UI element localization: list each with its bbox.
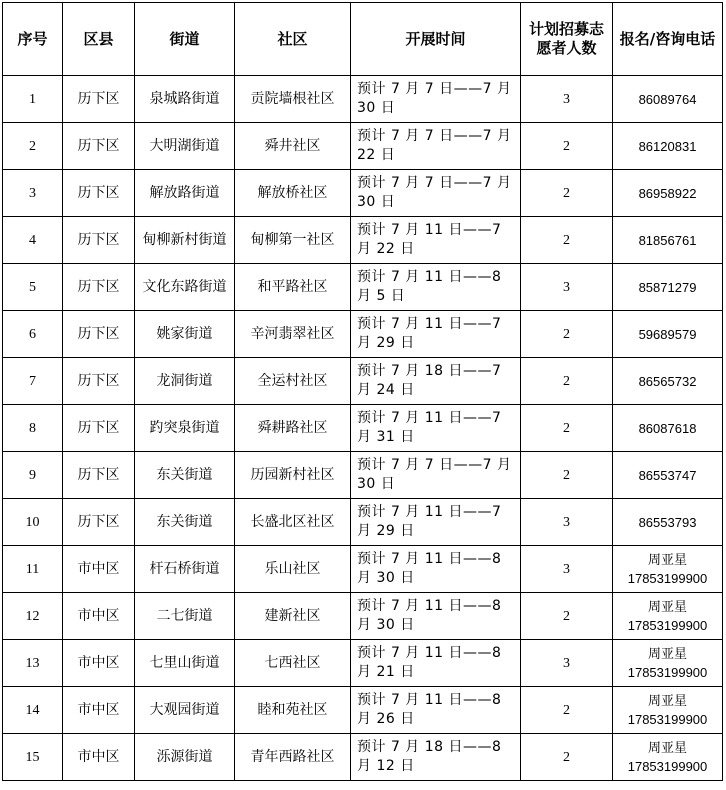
cell-community: 舜井社区 [235, 123, 351, 170]
contact-name: 周亚星 [647, 693, 687, 708]
cell-seq: 5 [3, 264, 63, 311]
cell-county: 市中区 [63, 593, 135, 640]
cell-community: 历园新村社区 [235, 452, 351, 499]
table-row [3, 499, 723, 546]
header-time: 开展时间 [351, 3, 521, 76]
cell-community: 和平路社区 [235, 264, 351, 311]
cell-plan-count: 3 [521, 76, 613, 123]
contact-name: 周亚星 [647, 552, 687, 567]
cell-plan-count: 2 [521, 217, 613, 264]
table-row [3, 687, 723, 734]
cell-time: 预计 7 月 18 日——8 月 12 日 [351, 734, 521, 781]
table-row [3, 264, 723, 311]
contact-phone: 86553747 [638, 467, 697, 483]
cell-seq: 13 [3, 640, 63, 687]
cell-plan-count: 2 [521, 452, 613, 499]
cell-county: 历下区 [63, 76, 135, 123]
cell-street: 东关街道 [135, 452, 235, 499]
cell-plan-count: 2 [521, 593, 613, 640]
contact-name: 周亚星 [647, 599, 687, 614]
contact-phone: 86120831 [638, 138, 697, 154]
cell-plan-count: 2 [521, 687, 613, 734]
cell-contact [613, 170, 723, 217]
cell-county: 市中区 [63, 546, 135, 593]
cell-time: 预计 7 月 11 日——7 月 29 日 [351, 311, 521, 358]
cell-time: 预计 7 月 11 日——8 月 26 日 [351, 687, 521, 734]
cell-county: 历下区 [63, 311, 135, 358]
cell-community: 舜耕路社区 [235, 405, 351, 452]
table-row [3, 546, 723, 593]
header-county: 区县 [63, 3, 135, 76]
contact-phone: 59689579 [638, 326, 697, 342]
volunteer-recruitment-table [2, 2, 723, 781]
cell-seq: 1 [3, 76, 63, 123]
table-row [3, 170, 723, 217]
cell-community: 全运村社区 [235, 358, 351, 405]
table-row [3, 358, 723, 405]
cell-plan-count: 3 [521, 640, 613, 687]
cell-county: 历下区 [63, 452, 135, 499]
contact-phone: 86958922 [638, 185, 697, 201]
cell-community: 乐山社区 [235, 546, 351, 593]
cell-time: 预计 7 月 11 日——7 月 31 日 [351, 405, 521, 452]
cell-county: 市中区 [63, 640, 135, 687]
cell-contact [613, 264, 723, 311]
cell-street: 姚家街道 [135, 311, 235, 358]
cell-county: 历下区 [63, 217, 135, 264]
cell-community: 七西社区 [235, 640, 351, 687]
cell-plan-count: 2 [521, 123, 613, 170]
table-row [3, 311, 723, 358]
cell-seq: 14 [3, 687, 63, 734]
cell-time: 预计 7 月 11 日——8 月 30 日 [351, 593, 521, 640]
cell-seq: 15 [3, 734, 63, 781]
contact-phone: 86553793 [638, 514, 697, 530]
cell-street: 文化东路街道 [135, 264, 235, 311]
cell-street: 泺源街道 [135, 734, 235, 781]
contact-phone: 86565732 [638, 373, 697, 389]
cell-community: 辛河翡翠社区 [235, 311, 351, 358]
cell-seq: 6 [3, 311, 63, 358]
cell-contact [613, 546, 723, 593]
table-row [3, 76, 723, 123]
cell-street: 泉城路街道 [135, 76, 235, 123]
cell-street: 东关街道 [135, 499, 235, 546]
cell-street: 龙洞街道 [135, 358, 235, 405]
cell-contact [613, 217, 723, 264]
cell-community: 长盛北区社区 [235, 499, 351, 546]
cell-contact [613, 76, 723, 123]
cell-time: 预计 7 月 7 日——7 月 30 日 [351, 452, 521, 499]
cell-street: 杆石桥街道 [135, 546, 235, 593]
cell-time: 预计 7 月 11 日——7 月 29 日 [351, 499, 521, 546]
cell-seq: 8 [3, 405, 63, 452]
table-row [3, 123, 723, 170]
cell-seq: 9 [3, 452, 63, 499]
header-contact: 报名/咨询电话 [613, 3, 723, 76]
cell-contact [613, 358, 723, 405]
cell-county: 市中区 [63, 734, 135, 781]
cell-time: 预计 7 月 18 日——7 月 24 日 [351, 358, 521, 405]
cell-seq: 3 [3, 170, 63, 217]
cell-community: 解放桥社区 [235, 170, 351, 217]
cell-contact [613, 499, 723, 546]
cell-contact [613, 123, 723, 170]
contact-phone: 85871279 [638, 279, 697, 295]
table-row [3, 640, 723, 687]
table-row [3, 734, 723, 781]
header-plan-count: 计划招募志愿者人数 [521, 3, 613, 76]
cell-time: 预计 7 月 11 日——8 月 21 日 [351, 640, 521, 687]
cell-county: 历下区 [63, 358, 135, 405]
cell-plan-count: 2 [521, 734, 613, 781]
cell-county: 历下区 [63, 264, 135, 311]
cell-seq: 7 [3, 358, 63, 405]
cell-street: 大观园街道 [135, 687, 235, 734]
cell-seq: 4 [3, 217, 63, 264]
cell-plan-count: 3 [521, 264, 613, 311]
cell-street: 解放路街道 [135, 170, 235, 217]
cell-contact [613, 640, 723, 687]
cell-contact [613, 405, 723, 452]
cell-street: 甸柳新村街道 [135, 217, 235, 264]
cell-community: 青年西路社区 [235, 734, 351, 781]
contact-name: 周亚星 [647, 646, 687, 661]
contact-phone: 86087618 [638, 420, 697, 436]
table-body [3, 76, 723, 781]
contact-name: 周亚星 [647, 740, 687, 755]
cell-plan-count: 3 [521, 546, 613, 593]
cell-contact [613, 452, 723, 499]
table-row [3, 593, 723, 640]
cell-plan-count: 2 [521, 311, 613, 358]
cell-time: 预计 7 月 7 日——7 月 30 日 [351, 170, 521, 217]
cell-contact [613, 311, 723, 358]
cell-county: 历下区 [63, 170, 135, 217]
cell-time: 预计 7 月 11 日——8 月 5 日 [351, 264, 521, 311]
cell-plan-count: 2 [521, 358, 613, 405]
cell-contact [613, 734, 723, 781]
cell-county: 历下区 [63, 123, 135, 170]
cell-community: 贡院墙根社区 [235, 76, 351, 123]
cell-seq: 11 [3, 546, 63, 593]
contact-phone: 17853199900 [627, 759, 708, 774]
cell-seq: 10 [3, 499, 63, 546]
cell-plan-count: 2 [521, 405, 613, 452]
cell-time: 预计 7 月 11 日——8 月 30 日 [351, 546, 521, 593]
cell-contact [613, 687, 723, 734]
cell-county: 历下区 [63, 499, 135, 546]
contact-phone: 17853199900 [627, 665, 708, 680]
cell-county: 市中区 [63, 687, 135, 734]
contact-phone: 17853199900 [627, 571, 708, 586]
cell-time: 预计 7 月 11 日——7 月 22 日 [351, 217, 521, 264]
header-seq: 序号 [3, 3, 63, 76]
cell-seq: 12 [3, 593, 63, 640]
cell-contact [613, 593, 723, 640]
cell-plan-count: 2 [521, 170, 613, 217]
contact-phone: 81856761 [638, 232, 697, 248]
contact-phone: 86089764 [638, 91, 697, 107]
cell-street: 大明湖街道 [135, 123, 235, 170]
cell-county: 历下区 [63, 405, 135, 452]
table-row [3, 217, 723, 264]
header-street: 街道 [135, 3, 235, 76]
cell-community: 甸柳第一社区 [235, 217, 351, 264]
table-header-row [3, 3, 723, 76]
cell-plan-count: 3 [521, 499, 613, 546]
contact-phone: 17853199900 [627, 618, 708, 633]
cell-community: 建新社区 [235, 593, 351, 640]
cell-street: 二七街道 [135, 593, 235, 640]
cell-time: 预计 7 月 7 日——7 月 30 日 [351, 76, 521, 123]
cell-street: 趵突泉街道 [135, 405, 235, 452]
volunteer-table-wrapper [2, 2, 723, 781]
table-row [3, 405, 723, 452]
cell-seq: 2 [3, 123, 63, 170]
cell-time: 预计 7 月 7 日——7 月 22 日 [351, 123, 521, 170]
contact-phone: 17853199900 [627, 712, 708, 727]
table-row [3, 452, 723, 499]
cell-community: 睦和苑社区 [235, 687, 351, 734]
header-community: 社区 [235, 3, 351, 76]
cell-street: 七里山街道 [135, 640, 235, 687]
